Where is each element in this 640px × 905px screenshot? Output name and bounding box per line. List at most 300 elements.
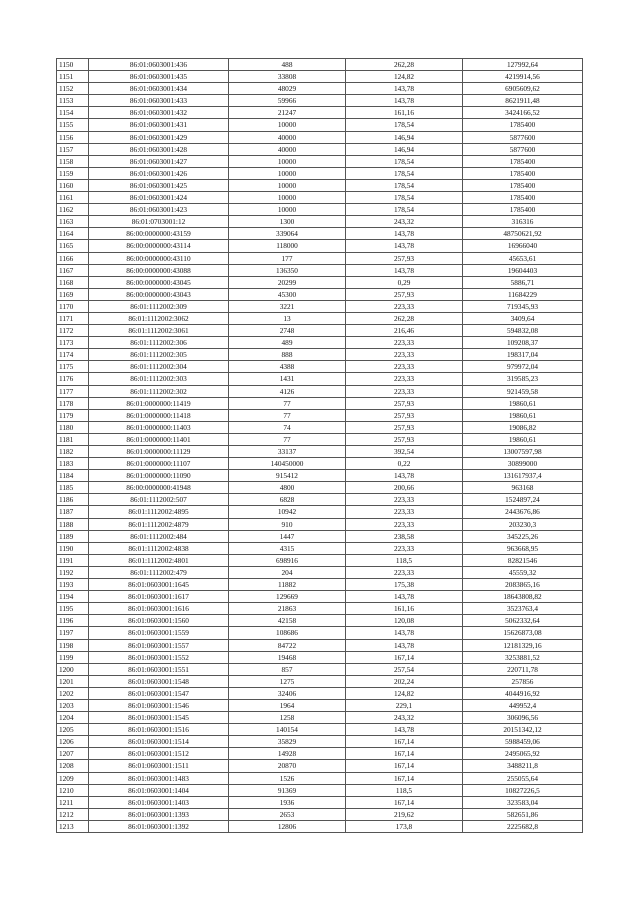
cadastral-value-cell: 109208,37 [463, 337, 583, 349]
cadastral-value-cell: 12181329,16 [463, 639, 583, 651]
table-row [57, 240, 583, 252]
table-row [57, 107, 583, 119]
row-number-cell: 1157 [57, 143, 89, 155]
table-row [57, 591, 583, 603]
cadastral-value-cell: 2443676,86 [463, 506, 583, 518]
specific-value-cell: 262,28 [346, 312, 463, 324]
row-number-cell: 1162 [57, 204, 89, 216]
cadastral-number-cell: 86:01:0603001:1552 [89, 651, 229, 663]
cadastral-value-table [56, 58, 583, 833]
cadastral-number-cell: 86:01:0603001:1483 [89, 772, 229, 784]
area-cell: 136350 [229, 264, 346, 276]
row-number-cell: 1205 [57, 724, 89, 736]
cadastral-number-cell: 86:01:0603001:427 [89, 155, 229, 167]
row-number-cell: 1206 [57, 736, 89, 748]
cadastral-number-cell: 86:01:0603001:1559 [89, 627, 229, 639]
table-row [57, 566, 583, 578]
area-cell: 59966 [229, 95, 346, 107]
specific-value-cell: 146,94 [346, 131, 463, 143]
specific-value-cell: 120,08 [346, 615, 463, 627]
cadastral-value-cell: 963668,95 [463, 542, 583, 554]
table-row [57, 204, 583, 216]
row-number-cell: 1163 [57, 216, 89, 228]
table-row [57, 699, 583, 711]
table-row [57, 131, 583, 143]
specific-value-cell: 243,32 [346, 712, 463, 724]
area-cell: 698916 [229, 554, 346, 566]
specific-value-cell: 0,29 [346, 276, 463, 288]
cadastral-number-cell: 86:01:1112002:3062 [89, 312, 229, 324]
specific-value-cell: 223,33 [346, 361, 463, 373]
area-cell: 33137 [229, 446, 346, 458]
specific-value-cell: 223,33 [346, 542, 463, 554]
area-cell: 4388 [229, 361, 346, 373]
cadastral-number-cell: 86:01:1112002:479 [89, 566, 229, 578]
area-cell: 1936 [229, 796, 346, 808]
area-cell: 77 [229, 409, 346, 421]
specific-value-cell: 178,54 [346, 179, 463, 191]
row-number-cell: 1208 [57, 760, 89, 772]
area-cell: 14928 [229, 748, 346, 760]
cadastral-number-cell: 86:00:0000000:43159 [89, 228, 229, 240]
row-number-cell: 1158 [57, 155, 89, 167]
specific-value-cell: 178,54 [346, 167, 463, 179]
cadastral-value-cell: 345225,26 [463, 530, 583, 542]
specific-value-cell: 167,14 [346, 651, 463, 663]
specific-value-cell: 257,93 [346, 433, 463, 445]
cadastral-value-cell: 316316 [463, 216, 583, 228]
cadastral-value-cell: 19860,61 [463, 433, 583, 445]
specific-value-cell: 223,33 [346, 494, 463, 506]
row-number-cell: 1202 [57, 687, 89, 699]
area-cell: 20299 [229, 276, 346, 288]
row-number-cell: 1198 [57, 639, 89, 651]
table-row [57, 179, 583, 191]
cadastral-value-cell: 8621911,48 [463, 95, 583, 107]
cadastral-value-cell: 198317,04 [463, 349, 583, 361]
cadastral-number-cell: 86:01:0603001:1547 [89, 687, 229, 699]
cadastral-number-cell: 86:01:0603001:432 [89, 107, 229, 119]
area-cell: 1964 [229, 699, 346, 711]
row-number-cell: 1153 [57, 95, 89, 107]
cadastral-number-cell: 86:01:1112002:4895 [89, 506, 229, 518]
table-row [57, 615, 583, 627]
cadastral-value-cell: 16966040 [463, 240, 583, 252]
area-cell: 77 [229, 433, 346, 445]
row-number-cell: 1179 [57, 409, 89, 421]
area-cell: 13 [229, 312, 346, 324]
cadastral-number-cell: 86:01:0603001:1560 [89, 615, 229, 627]
cadastral-value-cell: 5062332,64 [463, 615, 583, 627]
area-cell: 10000 [229, 119, 346, 131]
specific-value-cell: 143,78 [346, 639, 463, 651]
cadastral-value-cell: 963168 [463, 482, 583, 494]
area-cell: 33808 [229, 71, 346, 83]
area-cell: 84722 [229, 639, 346, 651]
cadastral-value-cell: 203230,3 [463, 518, 583, 530]
specific-value-cell: 223,33 [346, 385, 463, 397]
cadastral-value-cell: 306096,56 [463, 712, 583, 724]
row-number-cell: 1167 [57, 264, 89, 276]
cadastral-value-cell: 19860,61 [463, 397, 583, 409]
specific-value-cell: 161,16 [346, 603, 463, 615]
table-row [57, 312, 583, 324]
cadastral-number-cell: 86:01:0603001:436 [89, 59, 229, 71]
row-number-cell: 1165 [57, 240, 89, 252]
row-number-cell: 1168 [57, 276, 89, 288]
cadastral-number-cell: 86:01:1112002:304 [89, 361, 229, 373]
table-row [57, 276, 583, 288]
specific-value-cell: 143,78 [346, 591, 463, 603]
area-cell: 21863 [229, 603, 346, 615]
table-row [57, 446, 583, 458]
area-cell: 204 [229, 566, 346, 578]
area-cell: 40000 [229, 143, 346, 155]
area-cell: 4800 [229, 482, 346, 494]
area-cell: 1258 [229, 712, 346, 724]
cadastral-value-cell: 257856 [463, 675, 583, 687]
table-row [57, 796, 583, 808]
area-cell: 177 [229, 252, 346, 264]
row-number-cell: 1169 [57, 288, 89, 300]
table-row [57, 288, 583, 300]
row-number-cell: 1164 [57, 228, 89, 240]
specific-value-cell: 167,14 [346, 748, 463, 760]
cadastral-number-cell: 86:01:1112002:484 [89, 530, 229, 542]
cadastral-value-cell: 30899000 [463, 458, 583, 470]
area-cell: 10000 [229, 155, 346, 167]
area-cell: 1447 [229, 530, 346, 542]
cadastral-value-cell: 6905609,62 [463, 83, 583, 95]
table-row [57, 192, 583, 204]
cadastral-number-cell: 86:01:1112002:507 [89, 494, 229, 506]
cadastral-value-cell: 5886,71 [463, 276, 583, 288]
cadastral-value-cell: 4044916,92 [463, 687, 583, 699]
specific-value-cell: 243,32 [346, 216, 463, 228]
cadastral-value-cell: 3424166,52 [463, 107, 583, 119]
cadastral-value-cell: 131617937,4 [463, 470, 583, 482]
area-cell: 91369 [229, 784, 346, 796]
cadastral-number-cell: 86:00:0000000:43088 [89, 264, 229, 276]
area-cell: 45300 [229, 288, 346, 300]
specific-value-cell: 223,33 [346, 337, 463, 349]
specific-value-cell: 216,46 [346, 325, 463, 337]
specific-value-cell: 257,93 [346, 252, 463, 264]
specific-value-cell: 223,33 [346, 518, 463, 530]
row-number-cell: 1201 [57, 675, 89, 687]
cadastral-value-cell: 255055,64 [463, 772, 583, 784]
cadastral-value-cell: 220711,78 [463, 663, 583, 675]
cadastral-number-cell: 86:01:0603001:1511 [89, 760, 229, 772]
row-number-cell: 1161 [57, 192, 89, 204]
cadastral-value-cell: 45653,61 [463, 252, 583, 264]
cadastral-number-cell: 86:01:0603001:1403 [89, 796, 229, 808]
cadastral-value-cell: 15626873,08 [463, 627, 583, 639]
row-number-cell: 1187 [57, 506, 89, 518]
table-row [57, 264, 583, 276]
cadastral-value-cell: 979972,04 [463, 361, 583, 373]
row-number-cell: 1199 [57, 651, 89, 663]
table-row [57, 325, 583, 337]
row-number-cell: 1176 [57, 373, 89, 385]
area-cell: 10000 [229, 167, 346, 179]
specific-value-cell: 223,33 [346, 566, 463, 578]
specific-value-cell: 124,82 [346, 687, 463, 699]
table-row [57, 808, 583, 820]
table-row [57, 385, 583, 397]
table-row [57, 820, 583, 832]
area-cell: 915412 [229, 470, 346, 482]
area-cell: 32406 [229, 687, 346, 699]
row-number-cell: 1155 [57, 119, 89, 131]
row-number-cell: 1152 [57, 83, 89, 95]
area-cell: 118000 [229, 240, 346, 252]
row-number-cell: 1191 [57, 554, 89, 566]
cadastral-value-cell: 3253881,52 [463, 651, 583, 663]
area-cell: 10000 [229, 204, 346, 216]
table-row [57, 349, 583, 361]
specific-value-cell: 143,78 [346, 83, 463, 95]
specific-value-cell: 143,78 [346, 627, 463, 639]
row-number-cell: 1178 [57, 397, 89, 409]
row-number-cell: 1154 [57, 107, 89, 119]
specific-value-cell: 118,5 [346, 554, 463, 566]
table-row [57, 760, 583, 772]
cadastral-value-cell: 48750621,92 [463, 228, 583, 240]
cadastral-number-cell: 86:01:0603001:1645 [89, 579, 229, 591]
area-cell: 20870 [229, 760, 346, 772]
specific-value-cell: 143,78 [346, 95, 463, 107]
cadastral-value-cell: 45559,32 [463, 566, 583, 578]
specific-value-cell: 262,28 [346, 59, 463, 71]
table-body [57, 59, 583, 833]
area-cell: 1526 [229, 772, 346, 784]
cadastral-value-cell: 19604403 [463, 264, 583, 276]
row-number-cell: 1200 [57, 663, 89, 675]
cadastral-value-cell: 1785400 [463, 155, 583, 167]
cadastral-value-cell: 1785400 [463, 119, 583, 131]
row-number-cell: 1184 [57, 470, 89, 482]
row-number-cell: 1186 [57, 494, 89, 506]
area-cell: 77 [229, 397, 346, 409]
table-row [57, 627, 583, 639]
cadastral-value-cell: 3409,64 [463, 312, 583, 324]
specific-value-cell: 202,24 [346, 675, 463, 687]
cadastral-number-cell: 86:01:0000000:11418 [89, 409, 229, 421]
specific-value-cell: 167,14 [346, 736, 463, 748]
row-number-cell: 1192 [57, 566, 89, 578]
cadastral-value-cell: 19860,61 [463, 409, 583, 421]
specific-value-cell: 178,54 [346, 204, 463, 216]
specific-value-cell: 146,94 [346, 143, 463, 155]
cadastral-number-cell: 86:01:0603001:1546 [89, 699, 229, 711]
cadastral-value-cell: 5988459,06 [463, 736, 583, 748]
table-row [57, 494, 583, 506]
specific-value-cell: 143,78 [346, 724, 463, 736]
cadastral-value-cell: 11684229 [463, 288, 583, 300]
table-row [57, 361, 583, 373]
specific-value-cell: 143,78 [346, 470, 463, 482]
area-cell: 11882 [229, 579, 346, 591]
area-cell: 74 [229, 421, 346, 433]
table-row [57, 724, 583, 736]
cadastral-value-cell: 1524897,24 [463, 494, 583, 506]
table-row [57, 784, 583, 796]
cadastral-value-cell: 10827226,5 [463, 784, 583, 796]
cadastral-number-cell: 86:00:0000000:43043 [89, 288, 229, 300]
cadastral-number-cell: 86:00:0000000:43110 [89, 252, 229, 264]
area-cell: 35829 [229, 736, 346, 748]
row-number-cell: 1166 [57, 252, 89, 264]
table-row [57, 651, 583, 663]
table-row [57, 59, 583, 71]
row-number-cell: 1151 [57, 71, 89, 83]
row-number-cell: 1203 [57, 699, 89, 711]
row-number-cell: 1180 [57, 421, 89, 433]
cadastral-value-cell: 127992,64 [463, 59, 583, 71]
area-cell: 1431 [229, 373, 346, 385]
cadastral-number-cell: 86:01:0603001:426 [89, 167, 229, 179]
specific-value-cell: 223,33 [346, 506, 463, 518]
area-cell: 129669 [229, 591, 346, 603]
row-number-cell: 1170 [57, 300, 89, 312]
area-cell: 10000 [229, 179, 346, 191]
specific-value-cell: 257,93 [346, 409, 463, 421]
row-number-cell: 1181 [57, 433, 89, 445]
row-number-cell: 1156 [57, 131, 89, 143]
table-row [57, 373, 583, 385]
table-row [57, 409, 583, 421]
specific-value-cell: 167,14 [346, 772, 463, 784]
cadastral-number-cell: 86:01:0603001:1393 [89, 808, 229, 820]
table-row [57, 228, 583, 240]
row-number-cell: 1188 [57, 518, 89, 530]
table-row [57, 119, 583, 131]
cadastral-number-cell: 86:00:0000000:43114 [89, 240, 229, 252]
row-number-cell: 1160 [57, 179, 89, 191]
cadastral-value-cell: 4219914,56 [463, 71, 583, 83]
cadastral-value-cell: 2495065,92 [463, 748, 583, 760]
specific-value-cell: 223,33 [346, 300, 463, 312]
specific-value-cell: 178,54 [346, 155, 463, 167]
area-cell: 140450000 [229, 458, 346, 470]
cadastral-number-cell: 86:01:0000000:11090 [89, 470, 229, 482]
cadastral-number-cell: 86:01:1112002:306 [89, 337, 229, 349]
specific-value-cell: 167,14 [346, 760, 463, 772]
table-row [57, 675, 583, 687]
row-number-cell: 1196 [57, 615, 89, 627]
row-number-cell: 1173 [57, 337, 89, 349]
row-number-cell: 1174 [57, 349, 89, 361]
cadastral-number-cell: 86:01:0000000:11129 [89, 446, 229, 458]
cadastral-value-cell: 594832,08 [463, 325, 583, 337]
table-row [57, 300, 583, 312]
cadastral-number-cell: 86:01:0603001:1551 [89, 663, 229, 675]
specific-value-cell: 143,78 [346, 264, 463, 276]
specific-value-cell: 223,33 [346, 349, 463, 361]
cadastral-number-cell: 86:01:1112002:4838 [89, 542, 229, 554]
table-row [57, 687, 583, 699]
table-row [57, 216, 583, 228]
area-cell: 40000 [229, 131, 346, 143]
specific-value-cell: 118,5 [346, 784, 463, 796]
cadastral-value-cell: 719345,93 [463, 300, 583, 312]
cadastral-value-cell: 921459,58 [463, 385, 583, 397]
row-number-cell: 1211 [57, 796, 89, 808]
area-cell: 140154 [229, 724, 346, 736]
table-row [57, 470, 583, 482]
cadastral-number-cell: 86:01:0603001:1617 [89, 591, 229, 603]
specific-value-cell: 143,78 [346, 228, 463, 240]
table-row [57, 167, 583, 179]
table-row [57, 663, 583, 675]
cadastral-number-cell: 86:01:1112002:305 [89, 349, 229, 361]
cadastral-number-cell: 86:00:0000000:43045 [89, 276, 229, 288]
table-row [57, 554, 583, 566]
row-number-cell: 1150 [57, 59, 89, 71]
table-row [57, 736, 583, 748]
cadastral-value-cell: 20151342,12 [463, 724, 583, 736]
row-number-cell: 1194 [57, 591, 89, 603]
specific-value-cell: 178,54 [346, 119, 463, 131]
cadastral-number-cell: 86:01:0603001:1514 [89, 736, 229, 748]
area-cell: 19468 [229, 651, 346, 663]
cadastral-number-cell: 86:00:0000000:41948 [89, 482, 229, 494]
cadastral-number-cell: 86:01:0603001:429 [89, 131, 229, 143]
table-row [57, 482, 583, 494]
specific-value-cell: 161,16 [346, 107, 463, 119]
specific-value-cell: 124,82 [346, 71, 463, 83]
row-number-cell: 1193 [57, 579, 89, 591]
cadastral-number-cell: 86:01:0000000:11403 [89, 421, 229, 433]
cadastral-number-cell: 86:01:1112002:4879 [89, 518, 229, 530]
cadastral-value-cell: 582651,86 [463, 808, 583, 820]
specific-value-cell: 392,54 [346, 446, 463, 458]
area-cell: 48029 [229, 83, 346, 95]
cadastral-number-cell: 86:01:1112002:303 [89, 373, 229, 385]
cadastral-number-cell: 86:01:1112002:3061 [89, 325, 229, 337]
cadastral-value-cell: 449952,4 [463, 699, 583, 711]
row-number-cell: 1175 [57, 361, 89, 373]
cadastral-number-cell: 86:01:0603001:1548 [89, 675, 229, 687]
row-number-cell: 1213 [57, 820, 89, 832]
cadastral-number-cell: 86:01:0603001:433 [89, 95, 229, 107]
area-cell: 10942 [229, 506, 346, 518]
specific-value-cell: 178,54 [346, 192, 463, 204]
area-cell: 6828 [229, 494, 346, 506]
row-number-cell: 1177 [57, 385, 89, 397]
cadastral-value-cell: 1785400 [463, 167, 583, 179]
row-number-cell: 1209 [57, 772, 89, 784]
row-number-cell: 1207 [57, 748, 89, 760]
row-number-cell: 1183 [57, 458, 89, 470]
cadastral-number-cell: 86:01:0603001:1557 [89, 639, 229, 651]
table-row [57, 506, 583, 518]
row-number-cell: 1204 [57, 712, 89, 724]
cadastral-number-cell: 86:01:0603001:1616 [89, 603, 229, 615]
area-cell: 12806 [229, 820, 346, 832]
area-cell: 1275 [229, 675, 346, 687]
cadastral-value-cell: 2225682,8 [463, 820, 583, 832]
area-cell: 489 [229, 337, 346, 349]
table-row [57, 603, 583, 615]
cadastral-number-cell: 86:01:0603001:1545 [89, 712, 229, 724]
row-number-cell: 1210 [57, 784, 89, 796]
area-cell: 2653 [229, 808, 346, 820]
specific-value-cell: 167,14 [346, 796, 463, 808]
cadastral-value-cell: 2083865,16 [463, 579, 583, 591]
row-number-cell: 1159 [57, 167, 89, 179]
